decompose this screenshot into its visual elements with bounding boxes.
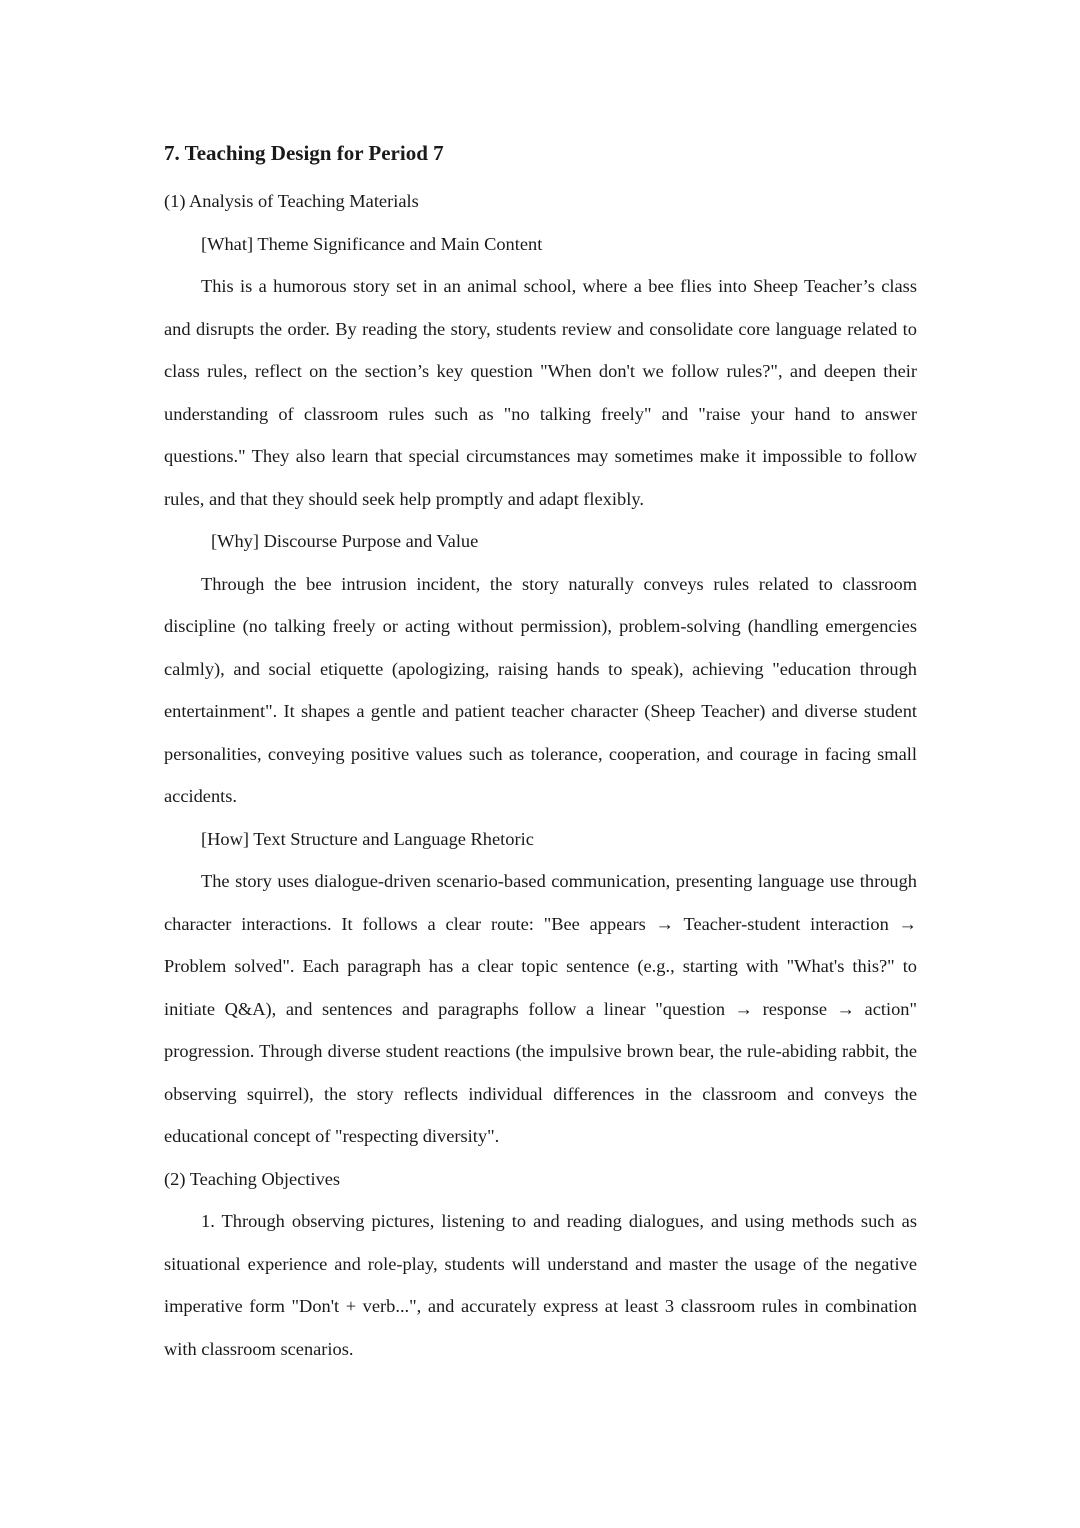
section-heading-analysis: (1) Analysis of Teaching Materials xyxy=(164,191,419,211)
subheading-why: [Why] Discourse Purpose and Value xyxy=(211,531,479,551)
paragraph-what: This is a humorous story set in an animal school, where a bee flies into Sheep Teacher’s class and disrupts the order. By reading the story, students review and consolidate core language related to class rules, reflect on the section’s key question "When don't we follow rules?", and deepen their understanding of classroom rules such as "no talking freely" and "raise your hand to answer questions." They also learn that special circumstances may sometimes make it impossible to follow rules, and that they should seek help promptly and adapt flexibly. xyxy=(164,276,917,509)
subheading-what: [What] Theme Significance and Main Content xyxy=(201,233,543,254)
document-body xyxy=(164,138,917,1370)
objective-item-1: 1. Through observing pictures, listening to and reading dialogues, and using methods such as situational experience and role-play, students will understand and master the usage of the negative imperative form "Don't + verb...", and accurately express at least 3 classroom rules in combination with classroom scenarios. xyxy=(164,1211,917,1359)
section-heading-objectives: (2) Teaching Objectives xyxy=(164,1168,341,1189)
paragraph-how: The story uses dialogue-driven scenario-based communication, presenting language use through character interactions. It follows a clear route: "Bee appears → Teacher-student interaction → Problem solved". Each paragraph has a clear topic sentence (e.g., starting with "What's this?" to initiate Q&A), and sentences and paragraphs follow a linear "question → response → action" progression. Through diverse student reactions (the impulsive brown bear, the rule-abiding rabbit, the observing squirrel), the story reflects individual differences in the classroom and conveys the educational concept of "respecting diversity". xyxy=(164,871,917,1146)
subheading-how: [How] Text Structure and Language Rhetoric xyxy=(201,828,534,849)
page-title: 7. Teaching Design for Period 7 xyxy=(164,141,444,165)
paragraph-why: Through the bee intrusion incident, the story naturally conveys rules related to classroom discipline (no talking freely or acting without permission), problem-solving (handling emergencies calmly), and social etiquette (apologizing, raising hands to speak), achieving "education through entertainment". It shapes a gentle and patient teacher character (Sheep Teacher) and diverse student personalities, conveying positive values such as tolerance, cooperation, and courage in facing small accidents. xyxy=(164,573,917,806)
